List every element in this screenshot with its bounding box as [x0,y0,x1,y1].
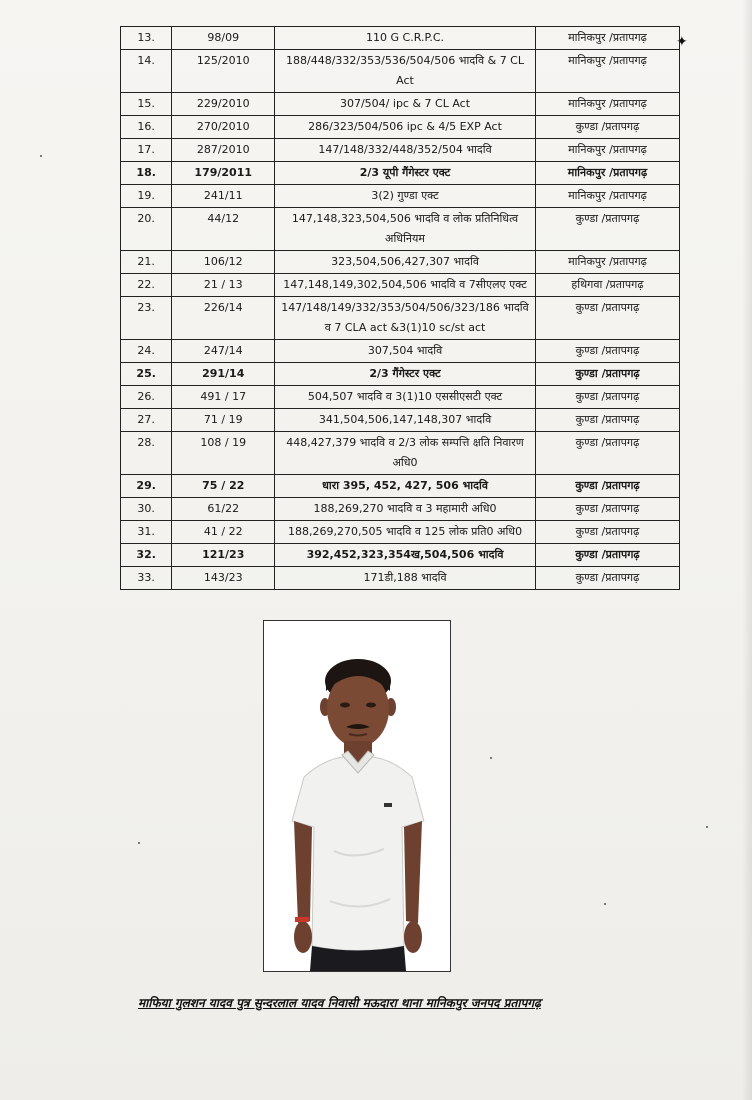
sections-cell: 147/148/149/332/353/504/506/323/186 भादवि व 7 CLA act &3(1)10 sc/st act [275,297,536,340]
case-row [121,251,680,274]
sections-cell: 188,269,270,505 भादवि व 125 लोक प्रति0 अधि0 [275,521,536,544]
serial-number-cell: 17. [121,139,172,162]
case-number-cell: 125/2010 [172,50,275,93]
serial-number-cell: 22. [121,274,172,297]
case-number-cell: 241/11 [172,185,275,208]
thana-district-cell: मानिकपुर /प्रतापगढ़ [535,139,679,162]
thana-district-cell: मानिकपुर /प्रतापगढ़ [535,27,679,50]
case-number-cell: 44/12 [172,208,275,251]
sections-cell: 147/148/332/448/352/504 भादवि [275,139,536,162]
case-row [121,475,680,498]
paper-speck [604,903,606,905]
serial-number-cell: 18. [121,162,172,185]
case-number-cell: 143/23 [172,567,275,590]
case-number-cell: 287/2010 [172,139,275,162]
serial-number-cell: 25. [121,363,172,386]
sections-cell: 147,148,149,302,504,506 भादवि व 7सीएलए एक्ट [275,274,536,297]
case-number-cell: 75 / 22 [172,475,275,498]
sections-cell: 307,504 भादवि [275,340,536,363]
serial-number-cell: 30. [121,498,172,521]
case-number-cell: 179/2011 [172,162,275,185]
photo-caption: माफिया गुलशन यादव पुत्र सुन्दरलाल यादव निवासी मऊदारा थाना मानिकपुर जनपद प्रतापगढ़ [138,996,541,1010]
sections-cell: 323,504,506,427,307 भादवि [275,251,536,274]
thana-district-cell: कुण्डा /प्रतापगढ़ [535,475,679,498]
serial-number-cell: 13. [121,27,172,50]
case-number-cell: 270/2010 [172,116,275,139]
serial-number-cell: 14. [121,50,172,93]
case-number-cell: 121/23 [172,544,275,567]
serial-number-cell: 26. [121,386,172,409]
serial-number-cell: 31. [121,521,172,544]
serial-number-cell: 28. [121,432,172,475]
case-row [121,432,680,475]
case-row [121,50,680,93]
serial-number-cell: 15. [121,93,172,116]
case-number-cell: 291/14 [172,363,275,386]
thana-district-cell: कुण्डा /प्रतापगढ़ [535,340,679,363]
case-row [121,544,680,567]
sections-cell: 504,507 भादवि व 3(1)10 एससीएसटी एक्ट [275,386,536,409]
case-number-cell: 229/2010 [172,93,275,116]
sections-cell: 171डी,188 भादवि [275,567,536,590]
case-row [121,116,680,139]
sections-cell: 110 G C.R.P.C. [275,27,536,50]
sections-cell: 448,427,379 भादवि व 2/3 लोक सम्पत्ति क्षति निवारण अधि0 [275,432,536,475]
sections-cell: 147,148,323,504,506 भादवि व लोक प्रतिनिधित्व अधिनियम [275,208,536,251]
case-table [120,26,680,590]
sections-cell: 188,269,270 भादवि व 3 महामारी अधि0 [275,498,536,521]
case-row [121,340,680,363]
pin-mark-icon: ✦ [676,34,688,50]
case-row [121,409,680,432]
sections-cell: 286/323/504/506 ipc & 4/5 EXP Act [275,116,536,139]
serial-number-cell: 21. [121,251,172,274]
serial-number-cell: 24. [121,340,172,363]
paper-speck [138,842,140,844]
case-number-cell: 21 / 13 [172,274,275,297]
case-table-body [121,27,680,590]
case-number-cell: 106/12 [172,251,275,274]
case-row [121,208,680,251]
paper-speck [706,826,708,828]
thana-district-cell: मानिकपुर /प्रतापगढ़ [535,185,679,208]
page-edge-shadow [742,0,752,1100]
case-row [121,498,680,521]
thana-district-cell: मानिकपुर /प्रतापगढ़ [535,50,679,93]
case-number-cell: 108 / 19 [172,432,275,475]
case-row [121,521,680,544]
serial-number-cell: 32. [121,544,172,567]
thana-district-cell: कुण्डा /प्रतापगढ़ [535,386,679,409]
sections-cell: 392,452,323,354ख,504,506 भादवि [275,544,536,567]
sections-cell: धारा 395, 452, 427, 506 भादवि [275,475,536,498]
serial-number-cell: 23. [121,297,172,340]
case-number-cell: 41 / 22 [172,521,275,544]
serial-number-cell: 19. [121,185,172,208]
thana-district-cell: मानिकपुर /प्रतापगढ़ [535,251,679,274]
sections-cell: 2/3 यूपी गैंगेस्टर एक्ट [275,162,536,185]
case-row [121,363,680,386]
thana-district-cell: कुण्डा /प्रतापगढ़ [535,409,679,432]
sections-cell: 188/448/332/353/536/504/506 भादवि & 7 CL Act [275,50,536,93]
case-number-cell: 61/22 [172,498,275,521]
case-number-cell: 247/14 [172,340,275,363]
thana-district-cell: कुण्डा /प्रतापगढ़ [535,363,679,386]
serial-number-cell: 29. [121,475,172,498]
case-number-cell: 98/09 [172,27,275,50]
case-row [121,297,680,340]
serial-number-cell: 27. [121,409,172,432]
paper-speck [40,155,42,157]
sections-cell: 3(2) गुण्डा एक्ट [275,185,536,208]
case-number-cell: 71 / 19 [172,409,275,432]
case-number-cell: 226/14 [172,297,275,340]
paper-speck [490,757,492,759]
thana-district-cell: हथिगवा /प्रतापगढ़ [535,274,679,297]
thana-district-cell: कुण्डा /प्रतापगढ़ [535,208,679,251]
serial-number-cell: 20. [121,208,172,251]
serial-number-cell: 16. [121,116,172,139]
case-row [121,162,680,185]
case-row [121,185,680,208]
sections-cell: 2/3 गैंगेस्टर एक्ट [275,363,536,386]
case-number-cell: 491 / 17 [172,386,275,409]
thana-district-cell: कुण्डा /प्रतापगढ़ [535,567,679,590]
case-row [121,274,680,297]
case-row [121,386,680,409]
thana-district-cell: कुण्डा /प्रतापगढ़ [535,432,679,475]
sections-cell: 307/504/ ipc & 7 CL Act [275,93,536,116]
thana-district-cell: कुण्डा /प्रतापगढ़ [535,297,679,340]
case-row [121,93,680,116]
thana-district-cell: कुण्डा /प्रतापगढ़ [535,498,679,521]
portrait-photo [263,620,451,972]
serial-number-cell: 33. [121,567,172,590]
case-row [121,139,680,162]
thana-district-cell: कुण्डा /प्रतापगढ़ [535,116,679,139]
thana-district-cell: मानिकपुर /प्रतापगढ़ [535,162,679,185]
sections-cell: 341,504,506,147,148,307 भादवि [275,409,536,432]
case-row [121,27,680,50]
thana-district-cell: मानिकपुर /प्रतापगढ़ [535,93,679,116]
thana-district-cell: कुण्डा /प्रतापगढ़ [535,521,679,544]
person-photo-drawing [264,621,450,971]
case-row [121,567,680,590]
thana-district-cell: कुण्डा /प्रतापगढ़ [535,544,679,567]
